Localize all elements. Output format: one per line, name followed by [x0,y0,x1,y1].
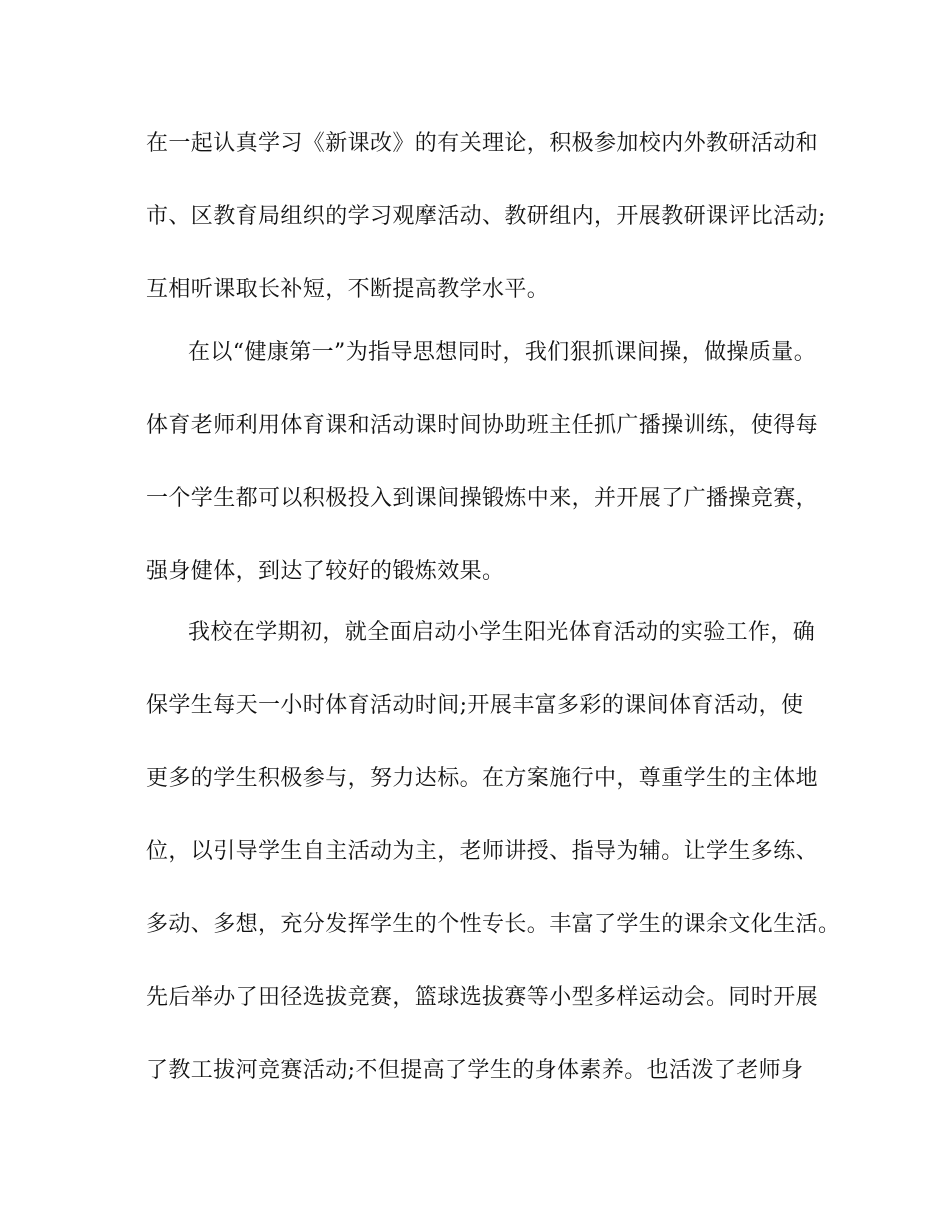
text-line: 一个学生都可以积极投入到课间操锻炼中来，并开展了广播操竞赛， [146,486,819,511]
text-line: 了教工拔河竞赛活动;不但提高了学生的身体素养。也活泼了老师身 [146,1058,804,1083]
text-line: 强身健体，到达了较好的锻炼效果。 [146,559,505,584]
text-line: 互相听课取长补短，不断提高教学水平。 [146,277,550,302]
text-line: 保学生每天一小时体育活动时间;开展丰富多彩的课间体育活动，使 [146,693,804,718]
text-line: 在以“健康第一”为指导思想同时，我们狠抓课间操，做操质量。 [188,340,817,365]
text-line: 体育老师利用体育课和活动课时间协助班主任抓广播操训练，使得每 [146,413,819,438]
text-line: 位，以引导学生自主活动为主，老师讲授、指导为辅。让学生多练、 [146,839,819,864]
text-line: 更多的学生积极参与，努力达标。在方案施行中，尊重学生的主体地 [146,766,819,791]
text-line: 先后举办了田径选拔竞赛，篮球选拔赛等小型多样运动会。同时开展 [146,985,819,1010]
text-line: 我校在学期初，就全面启动小学生阳光体育活动的实验工作，确 [188,620,816,645]
text-line: 多动、多想，充分发挥学生的个性专长。丰富了学生的课余文化生活。 [146,912,841,937]
text-line: 市、区教育局组织的学习观摩活动、教研组内，开展教研课评比活动; [146,204,826,229]
text-line: 在一起认真学习《新课改》的有关理论，积极参加校内外教研活动和 [146,131,819,156]
